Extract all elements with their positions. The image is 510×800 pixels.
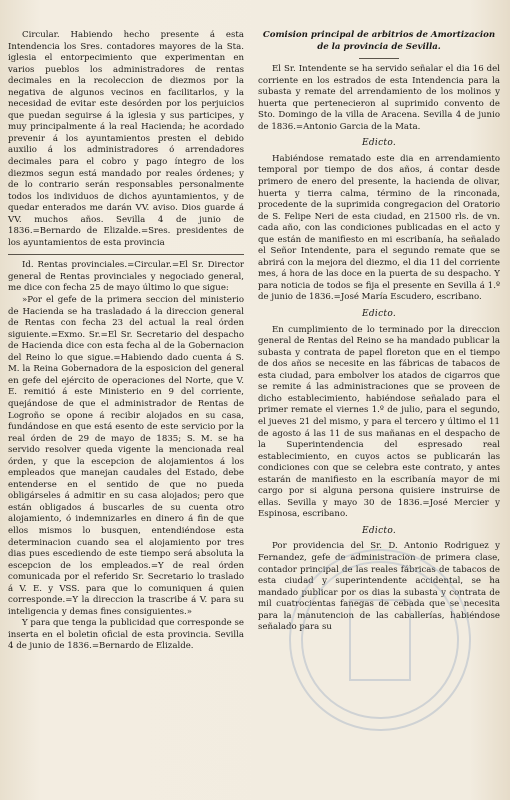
rentas-provinciales-paragraph: Id. Rentas provinciales.=Circular.=El Sr. Director general de Rentas provinciales y negociado general, me dice con fecha 25 de mayo último lo que sigue:	[8, 260, 244, 294]
section-divider	[8, 254, 244, 255]
heading-rule	[359, 58, 399, 59]
edicto-paragraph-2: En cumplimiento de lo terminado por la direccion general de Rentas del Reino se ha mandado publicar la subasta y contrata de papel floreton que en el tiempo de dos años se necesite en las fábricas de tabacos de esta ciudad, para embolver los atados de cigarros que se remite á las administraciones que se proveen de dicho establecimiento, habiéndose señalado para el primer remate el viernes 1.º de julio, para el segundo, el jueves 21 del mismo, y para el tercero y último el 11 de agosto á las 11 de sus mañanas en el despacho de la Superintendencia del espresado real establecimiento, en cuyos actos se publicarán las condiciones con que se celebra este contrato, y antes estarán de manifiesto en la escribanía mayor de mi cargo por si alguna persona quisiere instruirse de ellas. Sevilla y mayo 30 de 1836.=José Mercier y Espinosa, escribano.	[258, 324, 500, 520]
real-orden-quote: »Por el gefe de la primera seccion del ministerio de Hacienda se ha trasladado á la direccion general de Rentas con fecha 23 del actual la real órden siguiente.=Exmo. Sr.=El Sr. Secretario del despacho de Hacienda dice con esta fecha al de la Gobernacion del Reino lo que sigue.=Habiendo dado cuenta á S. M. la Reina Gobernadora de la esposicion del general en gefe del ejército de operaciones del Norte, que V. E. remitió á este Ministerio en 9 del corriente, quejándose de que el administrador de Rentas de Logroño se opone á recibir alojados en su casa, fundándose en que está esento de este servicio por la real órden de 29 de mayo de 1835; S. M. se ha servido resolver queda vigente la mencionada real órden, y que la escepcion de alojamientos á los empleados que manejan caudales del Estado, debe entenderse en el sentido de que no pueda obligárseles á admitir en su casa alojados; pero que están obligados á buscarles de su cuenta otro alojamiento, ó indemnizarles en dinero á fin de que ellos mismos lo busquen, entendiéndose esta determinacion cuando sea el alojamiento por tres dias pues escediendo de este tiempo será absoluta la escepcion de los empleados.=Y de real órden comunicada por el referido Sr. Secretario lo traslado á V. E. y VSS. para que lo comuniquen á quien corresponde.=Y la direccion la trascribe á V. para su inteligencia y demas fines consiguientes.»	[8, 295, 244, 617]
edicto-heading-1: Edicto.	[361, 138, 397, 149]
comision-paragraph: El Sr. Intendente se ha servido señalar el dia 16 del corriente en los estrados de esta Intendencia para la subasta y remate del arrendamiento de los molinos y huerta que pertenecieron al suprimido convento de Sto. Domingo de la villa de Aracena. Sevilla 4 de junio de 1836.=Antonio Garcia de la Mata.	[258, 64, 500, 132]
publication-paragraph: Y para que tenga la publicidad que corresponde se inserta en el boletin oficial de esta provincia. Sevilla 4 de junio de 1836.=Bernardo de Elizalde.	[8, 618, 244, 652]
left-column	[8, 30, 244, 653]
edicto-paragraph-1: Habiéndose rematado este dia en arrendamiento temporal por tiempo de dos años, á contar desde primero de enero del presente, la hacienda de olivar, huerta y tierra calma, término de la rinconada, procedente de la suprimida congregacion del Oratorio de S. Felipe Neri de esta ciudad, en 21500 rls. de vn. cada año, con las condiciones publicadas en el acto y que están de manifiesto en mi escribanía, ha señalado el Señor Intendente, para el segundo remate que se abrirá con la mejora del diezmo, el dia 11 del corriente mes, á hora de las doce en la puerta de su despacho. Y para noticia de todos se fija el presente en Sevilla á 1.º de junio de 1836.=José María Escudero, escribano.	[258, 153, 500, 303]
circular-paragraph: Circular. Habiendo hecho presente á esta Intendencia los Sres. contadores mayores de la Sta. iglesia el entorpecimiento que experimentan en varios pueblos los administradores de rentas decimales en la recoleccion de diezmos por la negativa de algunos vecinos en facilitarlos, y la necesidad de evitar este desórden por los perjuicios que puedan seguirse á la iglesia y sus participes, y muy principalmente á la real Hacienda; he acordado prevenir á los ayuntamientos presten el debido auxilio á los administradores ó arrendadores decimales para el cobro y pago íntegro de los diezmos segun está mandado por reales órdenes; y de lo contrario serán responsables personalmente todos los individuos de dichos ayuntamientos, y de quedar enterados me darán VV. aviso. Dios guarde á VV. muchos años. Sevilla 4 de junio de 1836.=Bernardo de Elizalde.=Sres. presidentes de los ayuntamientos de esta provincia	[8, 30, 244, 248]
edicto-paragraph-3: Por providencia del Sr. D. Antonio Rodriguez y Fernandez, gefe de administracion de primera clase, contador principal de las reales fábricas de tabacos de esta ciudad y superintendente accidental, se ha mandado publicar por os dias la subasta y contrata de mil cuatrocientas fanegas de cebada que se necesita para la manutencion de las caballerías, habiéndose señalado para su	[258, 541, 500, 633]
right-column	[258, 30, 500, 634]
comision-heading: Comision principal de arbitrios de Amortizacion de la provincia de Sevilla.	[262, 30, 496, 52]
edicto-heading-2: Edicto.	[361, 309, 397, 320]
edicto-heading-3: Edicto.	[361, 525, 397, 536]
